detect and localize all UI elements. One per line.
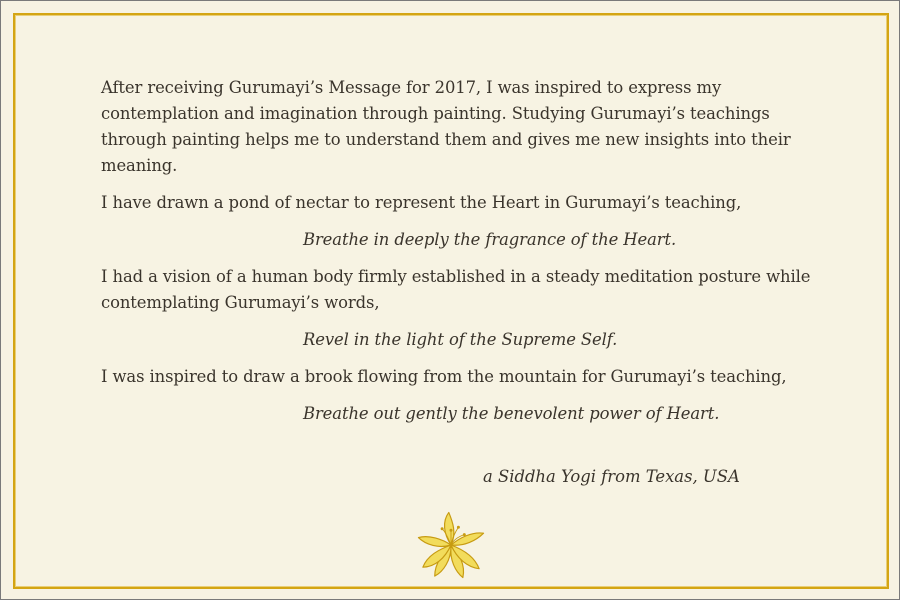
signature: a Siddha Yogi from Texas, USA xyxy=(483,467,740,486)
paragraph-vision: I had a vision of a human body firmly established in a steady meditation posture while contemplating Gurumayi’s words, xyxy=(101,267,811,312)
quote-heart: Breathe in deeply the fragrance of the Heart. xyxy=(303,230,677,249)
paragraph-brook: I was inspired to draw a brook flowing from the mountain for Gurumayi’s teaching, xyxy=(101,367,787,386)
lily-flower-icon xyxy=(414,508,488,582)
paragraph-intro: After receiving Gurumayi’s Message for 2017, I was inspired to express my contemplation and imagination through painting. Studying Gurumayi’s teachings through painting helps me to understand them and gives me new insights into their meaning. xyxy=(101,78,791,175)
message-body xyxy=(101,75,811,438)
quote-supreme-self: Revel in the light of the Supreme Self. xyxy=(303,330,618,349)
paragraph-pond: I have drawn a pond of nectar to represent the Heart in Gurumayi’s teaching, xyxy=(101,193,742,212)
quote-benevolent-power: Breathe out gently the benevolent power of Heart. xyxy=(303,404,720,423)
